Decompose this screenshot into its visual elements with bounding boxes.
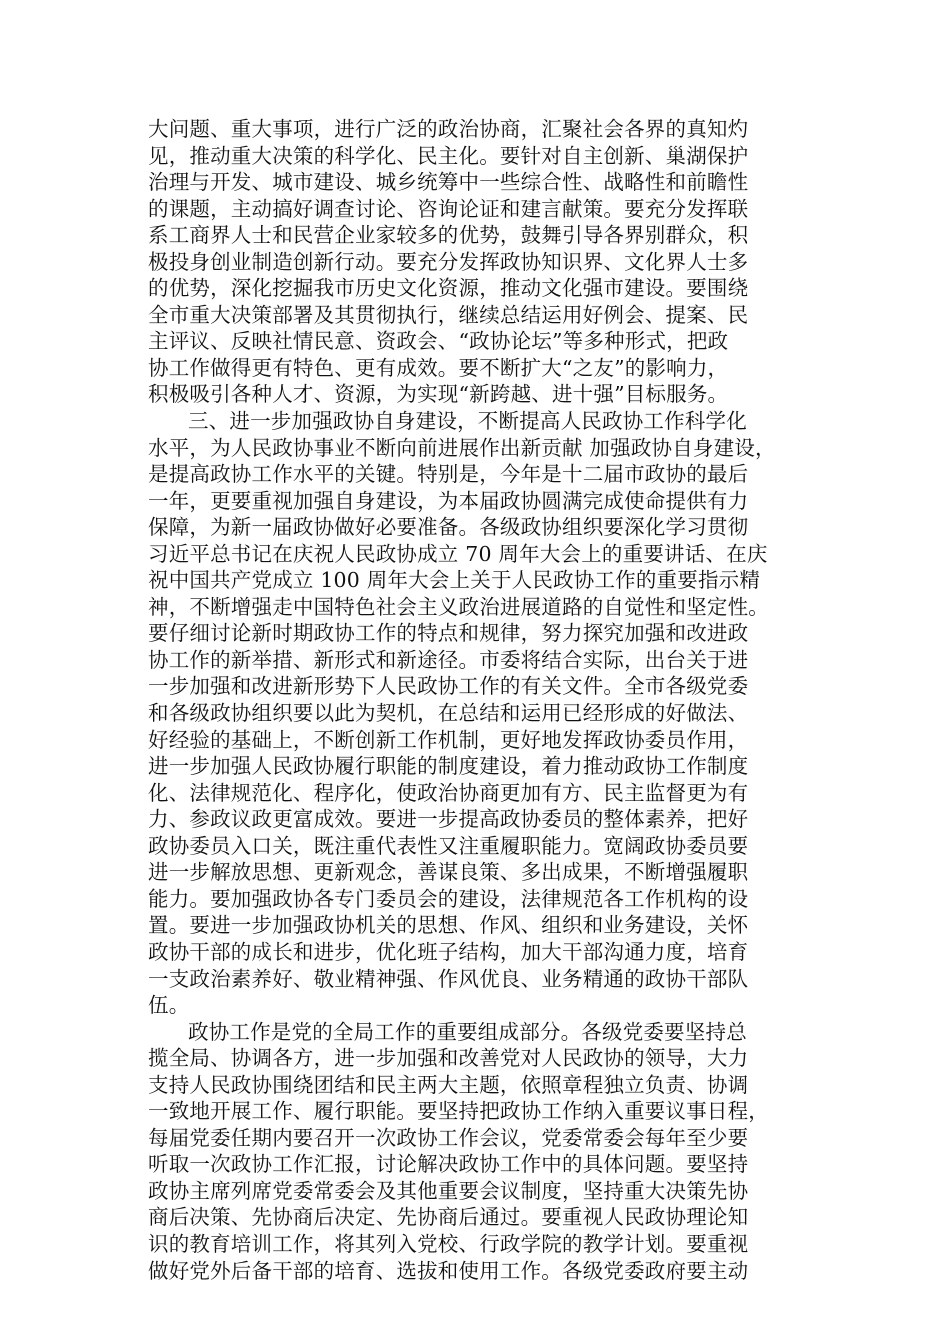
text-line: 政协主席列席党委常委会及其他重要会议制度，坚持重大决策先协: [148, 1178, 749, 1203]
text-line: 置。要进一步加强政协机关的思想、作风、组织和业务建设，关怀: [148, 913, 749, 938]
text-line: 政协干部的成长和进步，优化班子结构，加大干部沟通力度，培育: [148, 939, 749, 964]
text-line: 能力。要加强政协各专门委员会的建设，法律规范各工作机构的设: [148, 886, 749, 911]
text-line: 每届党委任期内要召开一次政协工作会议，党委常委会每年至少要: [148, 1125, 749, 1150]
paragraph: [148, 1019, 828, 1284]
text-line: 好经验的基础上，不断创新工作机制，更好地发挥政协委员作用，: [148, 727, 749, 752]
text-line: 做好党外后备干部的培育、选拔和使用工作。各级党委政府要主动: [148, 1258, 749, 1283]
text-line: 治理与开发、城市建设、城乡统筹中一些综合性、战略性和前瞻性: [148, 170, 749, 195]
text-line: 一致地开展工作、履行职能。要坚持把政协工作纳入重要议事日程，: [148, 1099, 769, 1124]
text-line: 极投身创业制造创新行动。要充分发挥政协知识界、文化界人士多: [148, 249, 749, 274]
text-line: 积极吸引各种人才、资源，为实现“新跨越、进十强”目标服务。: [148, 382, 729, 407]
document-body: [148, 116, 828, 1284]
text-line: 进一步解放思想、更新观念，善谋良策、多出成果，不断增强履职: [148, 860, 749, 885]
text-line: 见，推动重大决策的科学化、民主化。要针对自主创新、巢湖保护: [148, 143, 749, 168]
text-line: 商后决策、先协商后决定、先协商后通过。要重视人民政协理论知: [148, 1205, 749, 1230]
text-line: 伍。: [148, 993, 190, 1018]
text-line: 识的教育培训工作，将其列入党校、行政学院的教学计划。要重视: [148, 1231, 749, 1256]
text-line: 进一步加强人民政协履行职能的制度建设，着力推动政协工作制度: [148, 754, 749, 779]
paragraph: [148, 116, 828, 408]
text-line: 习近平总书记在庆祝人民政协成立 70 周年大会上的重要讲话、在庆: [148, 541, 768, 566]
text-line: 一支政治素养好、敬业精神强、作风优良、业务精通的政协干部队: [148, 966, 749, 991]
text-line: 政协工作是党的全局工作的重要组成部分。各级党委要坚持总: [188, 1019, 747, 1044]
paragraph: [148, 408, 828, 1019]
text-line: 力、参政议政更富成效。要进一步提高政协委员的整体素养，把好: [148, 807, 749, 832]
text-line: 要仔细讨论新时期政协工作的特点和规律，努力探究加强和改进政: [148, 621, 749, 646]
text-line: 的课题，主动搞好调查讨论、咨询论证和建言献策。要充分发挥联: [148, 196, 749, 221]
text-line: 听取一次政协工作汇报，讨论解决政协工作中的具体问题。要坚持: [148, 1152, 749, 1177]
text-line: 大问题、重大事项，进行广泛的政治协商，汇聚社会各界的真知灼: [148, 117, 749, 141]
text-line: 是提高政协工作水平的关键。特别是，今年是十二届市政协的最后: [148, 462, 749, 487]
text-line: 全市重大决策部署及其贯彻执行，继续总结运用好例会、提案、民: [148, 302, 749, 327]
text-line: 揽全局、协调各方，进一步加强和改善党对人民政协的领导，大力: [148, 1046, 749, 1071]
text-line: 的优势，深化挖掘我市历史文化资源，推动文化强市建设。要围绕: [148, 276, 749, 301]
text-line: 保障，为新一届政协做好必要准备。各级政协组织要深化学习贯彻: [148, 515, 749, 540]
text-line: 一年，更要重视加强自身建设，为本届政协圆满完成使命提供有力: [148, 488, 749, 513]
text-line: 支持人民政协围绕团结和民主两大主题，依照章程独立负责、协调: [148, 1072, 749, 1097]
text-line: 协工作做得更有特色、更有成效。要不断扩大“之友”的影响力，: [148, 355, 729, 380]
text-line: 三、进一步加强政协自身建设，不断提高人民政协工作科学化: [188, 409, 747, 434]
text-line: 协工作的新举措、新形式和新途径。市委将结合实际，出台关于进: [148, 647, 749, 672]
text-line: 神，不断增强走中国特色社会主义政治进展道路的自觉性和坚定性。: [148, 594, 769, 619]
text-line: 一步加强和改进新形势下人民政协工作的有关文件。全市各级党委: [148, 674, 749, 699]
text-line: 祝中国共产党成立 100 周年大会上关于人民政协工作的重要指示精: [148, 568, 761, 593]
text-line: 和各级政协组织要以此为契机，在总结和运用已经形成的好做法、: [148, 701, 749, 726]
text-line: 水平，为人民政协事业不断向前进展作出新贡献 加强政协自身建设，: [148, 435, 776, 460]
text-line: 化、法律规范化、程序化，使政治协商更加有方、民主监督更为有: [148, 780, 749, 805]
text-line: 系工商界人士和民营企业家较多的优势，鼓舞引导各界别群众，积: [148, 223, 749, 248]
text-line: 主评议、反映社情民意、资政会、“政协论坛”等多种形式，把政: [148, 329, 729, 354]
text-line: 政协委员入口关，既注重代表性又注重履职能力。宽阔政协委员要: [148, 833, 749, 858]
